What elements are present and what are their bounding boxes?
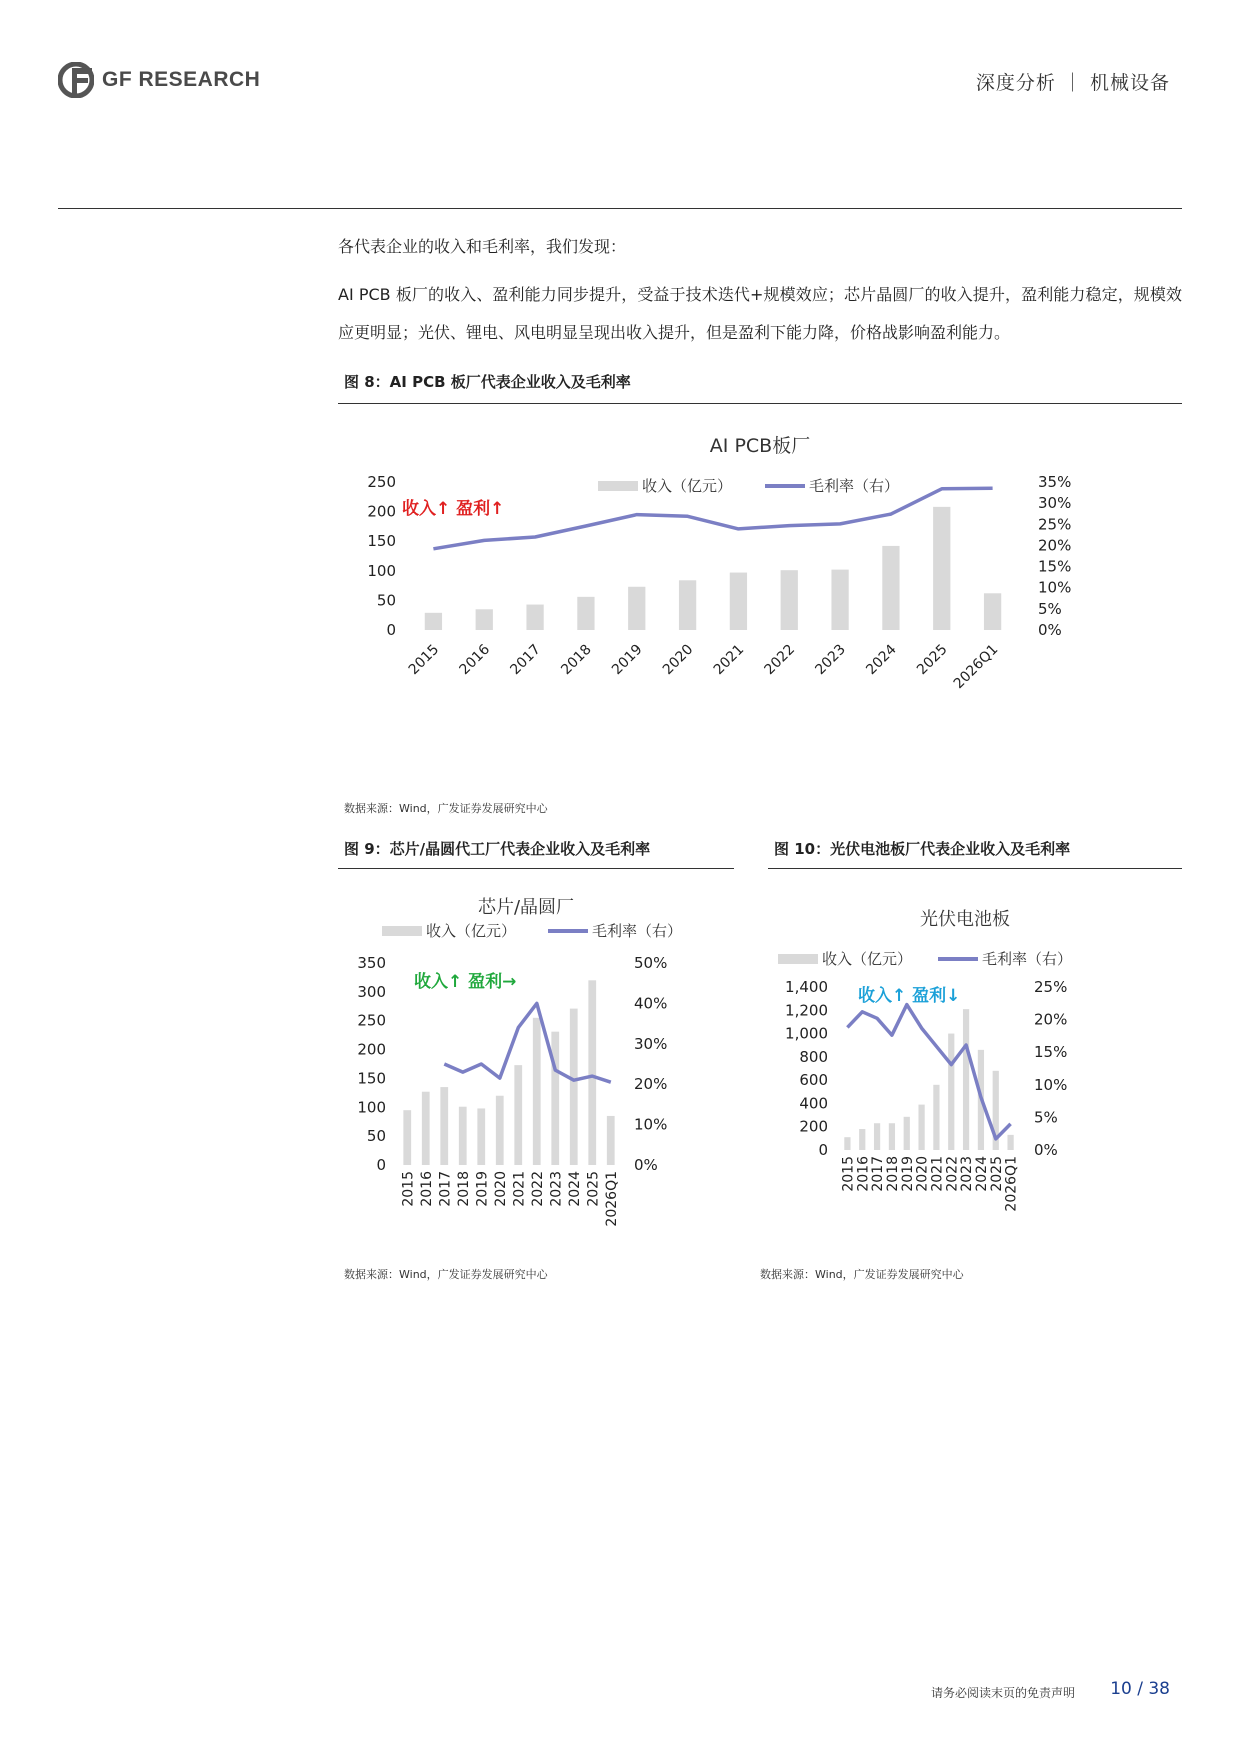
y-left-tick-label: 200 <box>367 502 396 521</box>
x-tick-label: 2024 <box>973 1156 990 1192</box>
y-right-tick-label: 20% <box>634 1075 668 1094</box>
revenue-bar <box>577 597 594 630</box>
revenue-bar <box>514 1065 522 1165</box>
revenue-bar <box>425 613 442 630</box>
revenue-bar <box>476 609 493 630</box>
x-tick-label: 2024 <box>863 641 900 679</box>
revenue-bar <box>948 1034 954 1150</box>
legend-bar-label: 收入（亿元） <box>642 477 733 495</box>
x-tick-label: 2021 <box>511 1171 528 1207</box>
revenue-bar <box>588 980 596 1165</box>
y-left-tick-label: 100 <box>367 561 396 580</box>
y-left-tick-label: 150 <box>367 532 396 551</box>
x-tick-label: 2022 <box>944 1156 961 1192</box>
y-right-tick-label: 10% <box>1034 1075 1068 1094</box>
x-tick-label: 2020 <box>659 641 697 679</box>
revenue-bar <box>889 1123 895 1150</box>
revenue-bar <box>781 570 798 630</box>
revenue-bar <box>477 1108 485 1165</box>
y-right-tick-label: 5% <box>1038 599 1062 618</box>
y-right-tick-label: 0% <box>1034 1141 1058 1159</box>
x-tick-label: 2015 <box>400 1171 417 1207</box>
revenue-bar <box>963 1009 969 1150</box>
y-right-tick-label: 0% <box>634 1156 658 1174</box>
gross-margin-line <box>444 1003 611 1082</box>
intro-paragraph: 各代表企业的收入和毛利率，我们发现： <box>338 237 627 256</box>
fig8-rule <box>338 403 1182 404</box>
gross-margin-line <box>433 488 992 549</box>
legend-line-label: 毛利率（右） <box>592 922 683 940</box>
x-tick-label: 2025 <box>914 641 951 679</box>
fig10-rule <box>768 868 1182 869</box>
y-left-tick-label: 250 <box>367 473 396 491</box>
y-left-tick-label: 200 <box>799 1117 828 1136</box>
chart-annotation: 收入↑ 盈利→ <box>414 972 517 992</box>
x-tick-label: 2022 <box>761 641 799 679</box>
y-left-tick-label: 1,000 <box>785 1024 828 1043</box>
legend-bar-swatch <box>598 481 638 491</box>
fig10-source: 数据来源：Wind，广发证券发展研究中心 <box>760 1268 964 1281</box>
revenue-bar <box>496 1096 504 1165</box>
x-tick-label: 2018 <box>455 1171 472 1207</box>
x-tick-label: 2021 <box>710 641 748 679</box>
x-tick-label: 2016 <box>456 641 494 679</box>
revenue-bar <box>984 593 1001 630</box>
revenue-bar <box>904 1117 910 1150</box>
revenue-bar <box>403 1110 411 1165</box>
x-tick-label: 2023 <box>959 1156 976 1192</box>
y-left-tick-label: 250 <box>357 1011 386 1030</box>
x-tick-label: 2019 <box>899 1156 916 1192</box>
x-tick-label: 2017 <box>507 641 544 679</box>
y-right-tick-label: 10% <box>1038 578 1072 597</box>
x-tick-label: 2026Q1 <box>1003 1156 1020 1212</box>
x-tick-label: 2021 <box>929 1156 946 1192</box>
y-left-tick-label: 300 <box>357 982 386 1001</box>
y-left-tick-label: 150 <box>357 1069 386 1088</box>
chart-title: 芯片/晶圆厂 <box>477 897 575 918</box>
gf-logo-icon <box>58 62 94 98</box>
revenue-bar <box>459 1107 467 1165</box>
y-left-tick-label: 100 <box>357 1098 386 1117</box>
fig10-chart <box>768 875 1182 1240</box>
revenue-bar <box>533 1018 541 1165</box>
y-left-tick-label: 0 <box>376 1156 386 1174</box>
y-left-tick-label: 800 <box>799 1047 828 1066</box>
y-left-tick-label: 50 <box>366 1127 386 1146</box>
revenue-bar <box>440 1087 448 1165</box>
x-tick-label: 2025 <box>585 1171 602 1207</box>
y-left-tick-label: 350 <box>357 954 386 972</box>
chart-annotation: 收入↑ 盈利↑ <box>402 499 505 519</box>
disclaimer-note: 请务必阅读末页的免责声明 <box>930 1686 1075 1700</box>
legend-bar-label: 收入（亿元） <box>426 922 517 940</box>
x-tick-label: 2020 <box>914 1156 931 1192</box>
gross-margin-line <box>847 1005 1010 1139</box>
y-right-tick-label: 10% <box>634 1115 668 1134</box>
chart-title: AI PCB板厂 <box>709 435 811 457</box>
fig8-caption: 图 8：AI PCB 板厂代表企业收入及毛利率 <box>344 373 631 391</box>
revenue-bar <box>551 1032 559 1165</box>
page-number: 10 / 38 <box>1110 1679 1170 1699</box>
fig9-caption: 图 9：芯片/晶圆代工厂代表企业收入及毛利率 <box>344 840 651 858</box>
y-left-tick-label: 400 <box>799 1094 828 1113</box>
x-tick-label: 2025 <box>988 1156 1005 1192</box>
revenue-bar <box>874 1123 880 1150</box>
x-tick-label: 2015 <box>840 1156 857 1192</box>
y-right-tick-label: 20% <box>1038 536 1072 555</box>
legend-bar-label: 收入（亿元） <box>822 950 913 968</box>
revenue-bar <box>607 1116 615 1165</box>
x-tick-label: 2017 <box>870 1156 887 1192</box>
revenue-bar <box>628 587 645 630</box>
y-left-tick-label: 200 <box>357 1040 386 1059</box>
y-right-tick-label: 40% <box>634 994 668 1013</box>
fig9-chart <box>338 875 734 1240</box>
fig8-chart <box>338 410 1182 790</box>
header-divider <box>58 208 1182 209</box>
revenue-bar <box>844 1137 850 1150</box>
revenue-bar <box>859 1129 865 1150</box>
revenue-bar <box>933 1085 939 1150</box>
y-right-tick-label: 0% <box>1038 621 1062 639</box>
y-right-tick-label: 30% <box>634 1034 668 1053</box>
y-right-tick-label: 15% <box>1034 1043 1068 1062</box>
y-right-tick-label: 30% <box>1038 494 1072 513</box>
gf-logo <box>58 62 260 98</box>
report-category: 深度分析 ｜ 机械设备 <box>975 72 1170 94</box>
y-left-tick-label: 0 <box>818 1141 828 1159</box>
revenue-bar <box>831 570 848 630</box>
y-right-tick-label: 25% <box>1034 978 1068 996</box>
fig9-rule <box>338 868 734 869</box>
x-tick-label: 2016 <box>418 1171 435 1207</box>
revenue-bar <box>730 573 747 630</box>
y-left-tick-label: 0 <box>386 621 396 639</box>
fig9-source: 数据来源：Wind，广发证券发展研究中心 <box>344 1268 548 1281</box>
x-tick-label: 2019 <box>474 1171 491 1207</box>
fig8-source: 数据来源：Wind，广发证券发展研究中心 <box>344 802 548 815</box>
x-tick-label: 2023 <box>812 641 849 679</box>
revenue-bar <box>570 1009 578 1165</box>
fig10-caption: 图 10：光伏电池板厂代表企业收入及毛利率 <box>774 840 1071 858</box>
findings-paragraph: AI PCB 板厂的收入、盈利能力同步提升，受益于技术迭代+规模效应；芯片晶圆厂的收入提升，盈利能力稳定，规模效应更明显；光伏、锂电、风电明显呈现出收入提升，但是盈利下能力降，价格战影响盈利能力。 <box>338 285 1182 342</box>
chart-annotation: 收入↑ 盈利↓ <box>858 986 961 1006</box>
chart-title: 光伏电池板 <box>920 909 1010 930</box>
x-tick-label: 2026Q1 <box>950 641 1002 693</box>
revenue-bar <box>422 1092 430 1165</box>
y-left-tick-label: 1,400 <box>785 978 828 996</box>
x-tick-label: 2023 <box>548 1171 565 1207</box>
x-tick-label: 2016 <box>855 1156 872 1192</box>
x-tick-label: 2022 <box>529 1171 546 1207</box>
legend-line-label: 毛利率（右） <box>809 477 900 495</box>
x-tick-label: 2017 <box>437 1171 454 1207</box>
logo-text: GF RESEARCH <box>102 68 261 91</box>
revenue-bar <box>679 580 696 630</box>
legend-bar-swatch <box>382 926 422 936</box>
revenue-bar <box>918 1105 924 1150</box>
y-left-tick-label: 1,200 <box>785 1001 828 1020</box>
x-tick-label: 2020 <box>492 1171 509 1207</box>
y-right-tick-label: 15% <box>1038 557 1072 576</box>
y-right-tick-label: 50% <box>634 954 668 972</box>
x-tick-label: 2019 <box>609 641 646 679</box>
revenue-bar <box>1007 1135 1013 1150</box>
y-right-tick-label: 35% <box>1038 473 1072 491</box>
x-tick-label: 2018 <box>884 1156 901 1192</box>
y-left-tick-label: 50 <box>376 591 396 610</box>
revenue-bar <box>882 546 899 630</box>
y-left-tick-label: 600 <box>799 1071 828 1090</box>
x-tick-label: 2015 <box>405 641 443 679</box>
legend-bar-swatch <box>778 954 818 964</box>
revenue-bar <box>526 605 543 630</box>
revenue-bar <box>933 507 950 630</box>
x-tick-label: 2026Q1 <box>603 1171 620 1227</box>
x-tick-label: 2024 <box>566 1171 583 1207</box>
y-right-tick-label: 5% <box>1034 1108 1058 1127</box>
y-right-tick-label: 20% <box>1034 1010 1068 1029</box>
legend-line-label: 毛利率（右） <box>982 950 1073 968</box>
y-right-tick-label: 25% <box>1038 515 1072 534</box>
x-tick-label: 2018 <box>558 641 595 679</box>
